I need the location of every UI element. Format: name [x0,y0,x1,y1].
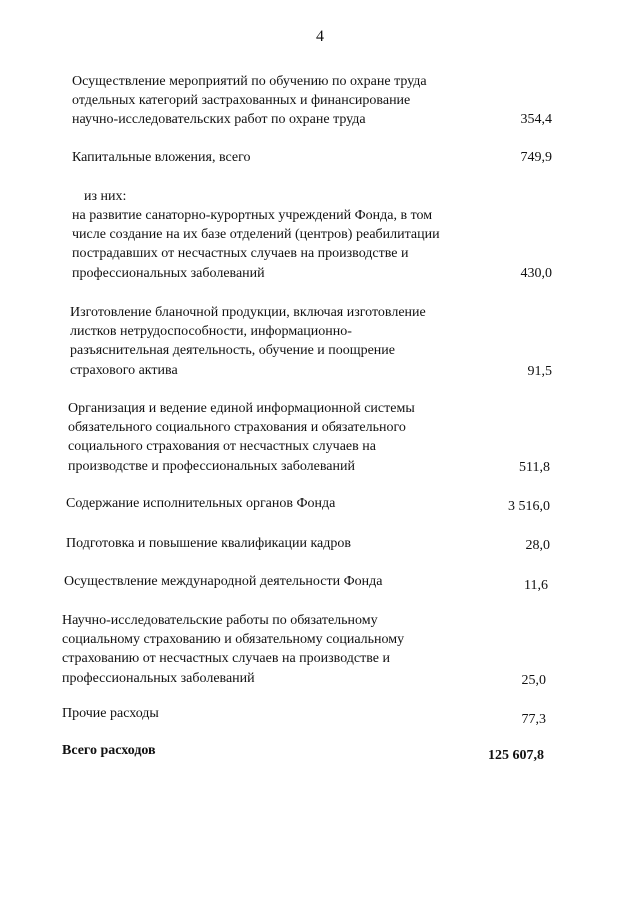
row-value: 749,9 [520,150,552,165]
row-value: 354,4 [520,112,552,127]
row-label: Прочие расходы [62,706,159,721]
row-label: Научно-исследовательские работы по обязательному социальному страхованию и обязательному социальному страхованию от несчастных случаев на производстве и профессиональных заболеваний [62,613,405,686]
row-value: 3 516,0 [508,499,550,514]
row-value: 28,0 [525,538,550,553]
row-label: Содержание исполнительных органов Фонда [66,496,336,511]
row-label: Организация и ведение единой информационной системы обязательного социального страхования и обязательного социального страхования от несчастных случаев на производстве и профессиональных заболеваний [68,401,415,474]
row-value: 91,5 [527,364,552,379]
row-value: 430,0 [520,266,552,281]
row-label: Подготовка и повышение квалификации кадров [66,536,352,551]
row-label: Капитальные вложения, всего [72,150,251,165]
row-value: 511,8 [519,460,550,475]
row-value: 11,6 [524,578,548,593]
row-label: Осуществление мероприятий по обучению по охране труда отдельных категорий застрахованных и финансирование научно-исследовательских работ по охране труда [72,74,427,128]
row-value: 25,0 [521,673,546,688]
row-label: Осуществление международной деятельности Фонда [64,574,383,589]
total-label: Всего расходов [62,743,156,758]
row-label: на развитие санаторно-курортных учреждений Фонда, в том числе создание на их базе отделений (центров) реабилитации пострадавших от несчастных случаев на производстве и профессиональных заболеваний [72,208,440,281]
row-value: 77,3 [521,712,546,727]
row-label: Изготовление бланочной продукции, включая изготовление листков нетрудоспособности, информационно- разъяснительная деятельность, обучение и поощрение страхового актива [70,305,426,378]
total-value: 125 607,8 [488,748,544,763]
page-number: 4 [316,28,324,45]
row-label: из них: [84,189,127,204]
